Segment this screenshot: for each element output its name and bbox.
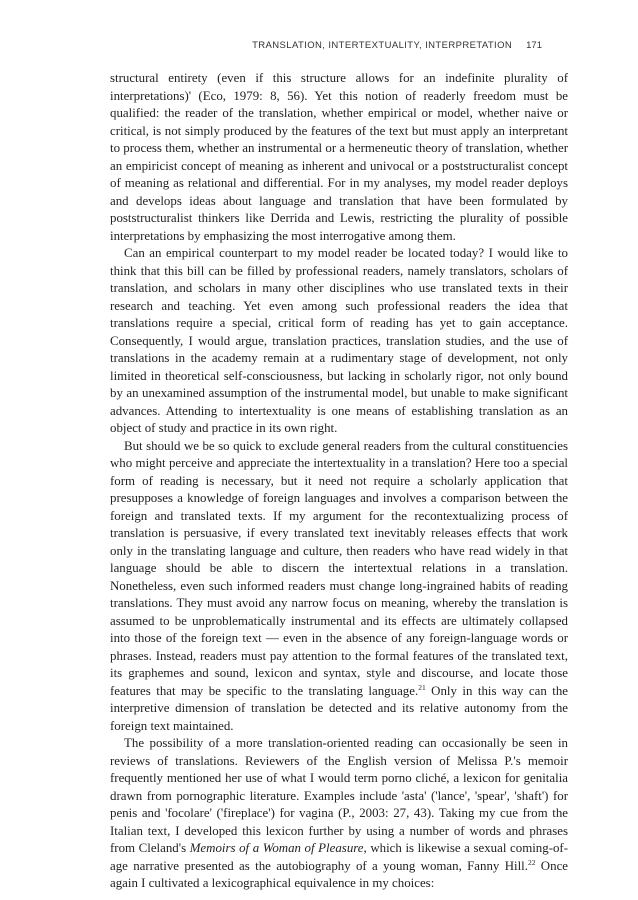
paragraph-4-text-mid: , which is likewise a sexual coming-of-age narrative presented as the autobiography of a young woman, Fanny Hill.: [110, 841, 569, 873]
paragraph-1: structural entirety (even if this structure allows for an indefinite plurality of interpretations)' (Eco, 1979: 8, 56). Yet this notion of readerly freedom must be qualified: the reader of the translation, whether empirical or model, whether naive or critical, is not simply produced by the features of the text but must apply an interpretant to process them, whether an instrumental or a hermeneutic theory of translation, whether an empiricist concept of meaning as inherent and univocal or a poststructuralist concept of meaning as relational and differential. For in my analyses, my model reader deploys and develops ideas about language and translation that have been formulated by poststructuralist thinkers like Derrida and Lewis, restricting the plurality of possible interpretations by emphasizing the most interrogative among them.: [110, 71, 568, 243]
book-title: Memoirs of a Woman of Pleasure: [189, 841, 364, 855]
footnote-marker-21: 21: [418, 682, 426, 692]
paragraph-2: Can an empirical counterpart to my model reader be located today? I would like to think that this bill can be filled by professional readers, namely translators, scholars of translation, and scholars in many other disciplines who use translated texts in their research and teaching. Yet even among such professional readers the idea that translations require a special, critical form of reading has yet to gain acceptance. Consequently, I would argue, translation practices, translation studies, and the use of translations in the academy remain at a rudimentary stage of development, not only limited in theoretical self-consciousness, but lacking in scholarly rigor, not only bound by an unexamined assumption of the instrumental model, but unable to make significant advances. Attending to intertextuality is one means of establishing translation as an object of study and practice in its own right.: [110, 246, 568, 435]
paragraph-4-text-end: Once again I cultivated a lexicographical equivalence in my choices:: [110, 858, 569, 890]
paragraph-3: [110, 438, 568, 736]
running-head: [110, 40, 542, 51]
body-text: [110, 70, 568, 893]
footnote-marker-22: 22: [527, 857, 536, 867]
paragraph-4-text: The possibility of a more translation-oriented reading can occasionally be seen in reviews of translations. Reviewers of the English version of Melissa P.'s memoir frequently mentioned her use of what I would term porno cliché, a lexicon for genitalia drawn from pornographic literature. Examples include 'asta' ('lance', 'spear', 'shaft') for penis and 'focolare' ('fireplace') for vagina (P., 2003: 27, 43). Taking my cue from the Italian text, I developed this lexicon further by using a number of words and phrases from Cleland's: [110, 736, 568, 855]
running-title: TRANSLATION, INTERTEXTUALITY, INTERPRETATION: [252, 40, 513, 51]
paragraph-4: [110, 735, 568, 893]
paragraph-3-text: But should we be so quick to exclude general readers from the cultural constituencies who might perceive and appreciate the intertextuality in a translation? Here too a special form of reading is necessary, but it need not require a scholarly application that presupposes a knowledge of foreign languages and involves a comparison between the foreign and translated texts. If my argument for the recontextualizing process of translation is persuasive, if every translated text inevitably releases effects that work only in the translating language and culture, then readers who have read widely in that language should be able to discern the intertextual relations in a translation. Nonetheless, even such informed readers must change long-ingrained habits of reading translations. They must avoid any narrow focus on meaning, whereby the translation is assumed to be unproblematically instrumental and its effects are ultimately collapsed into those of the foreign text — even in the absence of any foreign-language words or phrases. Instead, readers must pay attention to the formal features of the translated text, its graphemes and sound, lexicon and syntax, style and discourse, and locate those features that may be specific to the translating language.: [110, 438, 568, 698]
page-number: 171: [526, 40, 542, 51]
paragraph-3-text-end: Only in this way can the interpretive dimension of translation be detected and its relative autonomy from the foreign text maintained.: [110, 683, 568, 733]
